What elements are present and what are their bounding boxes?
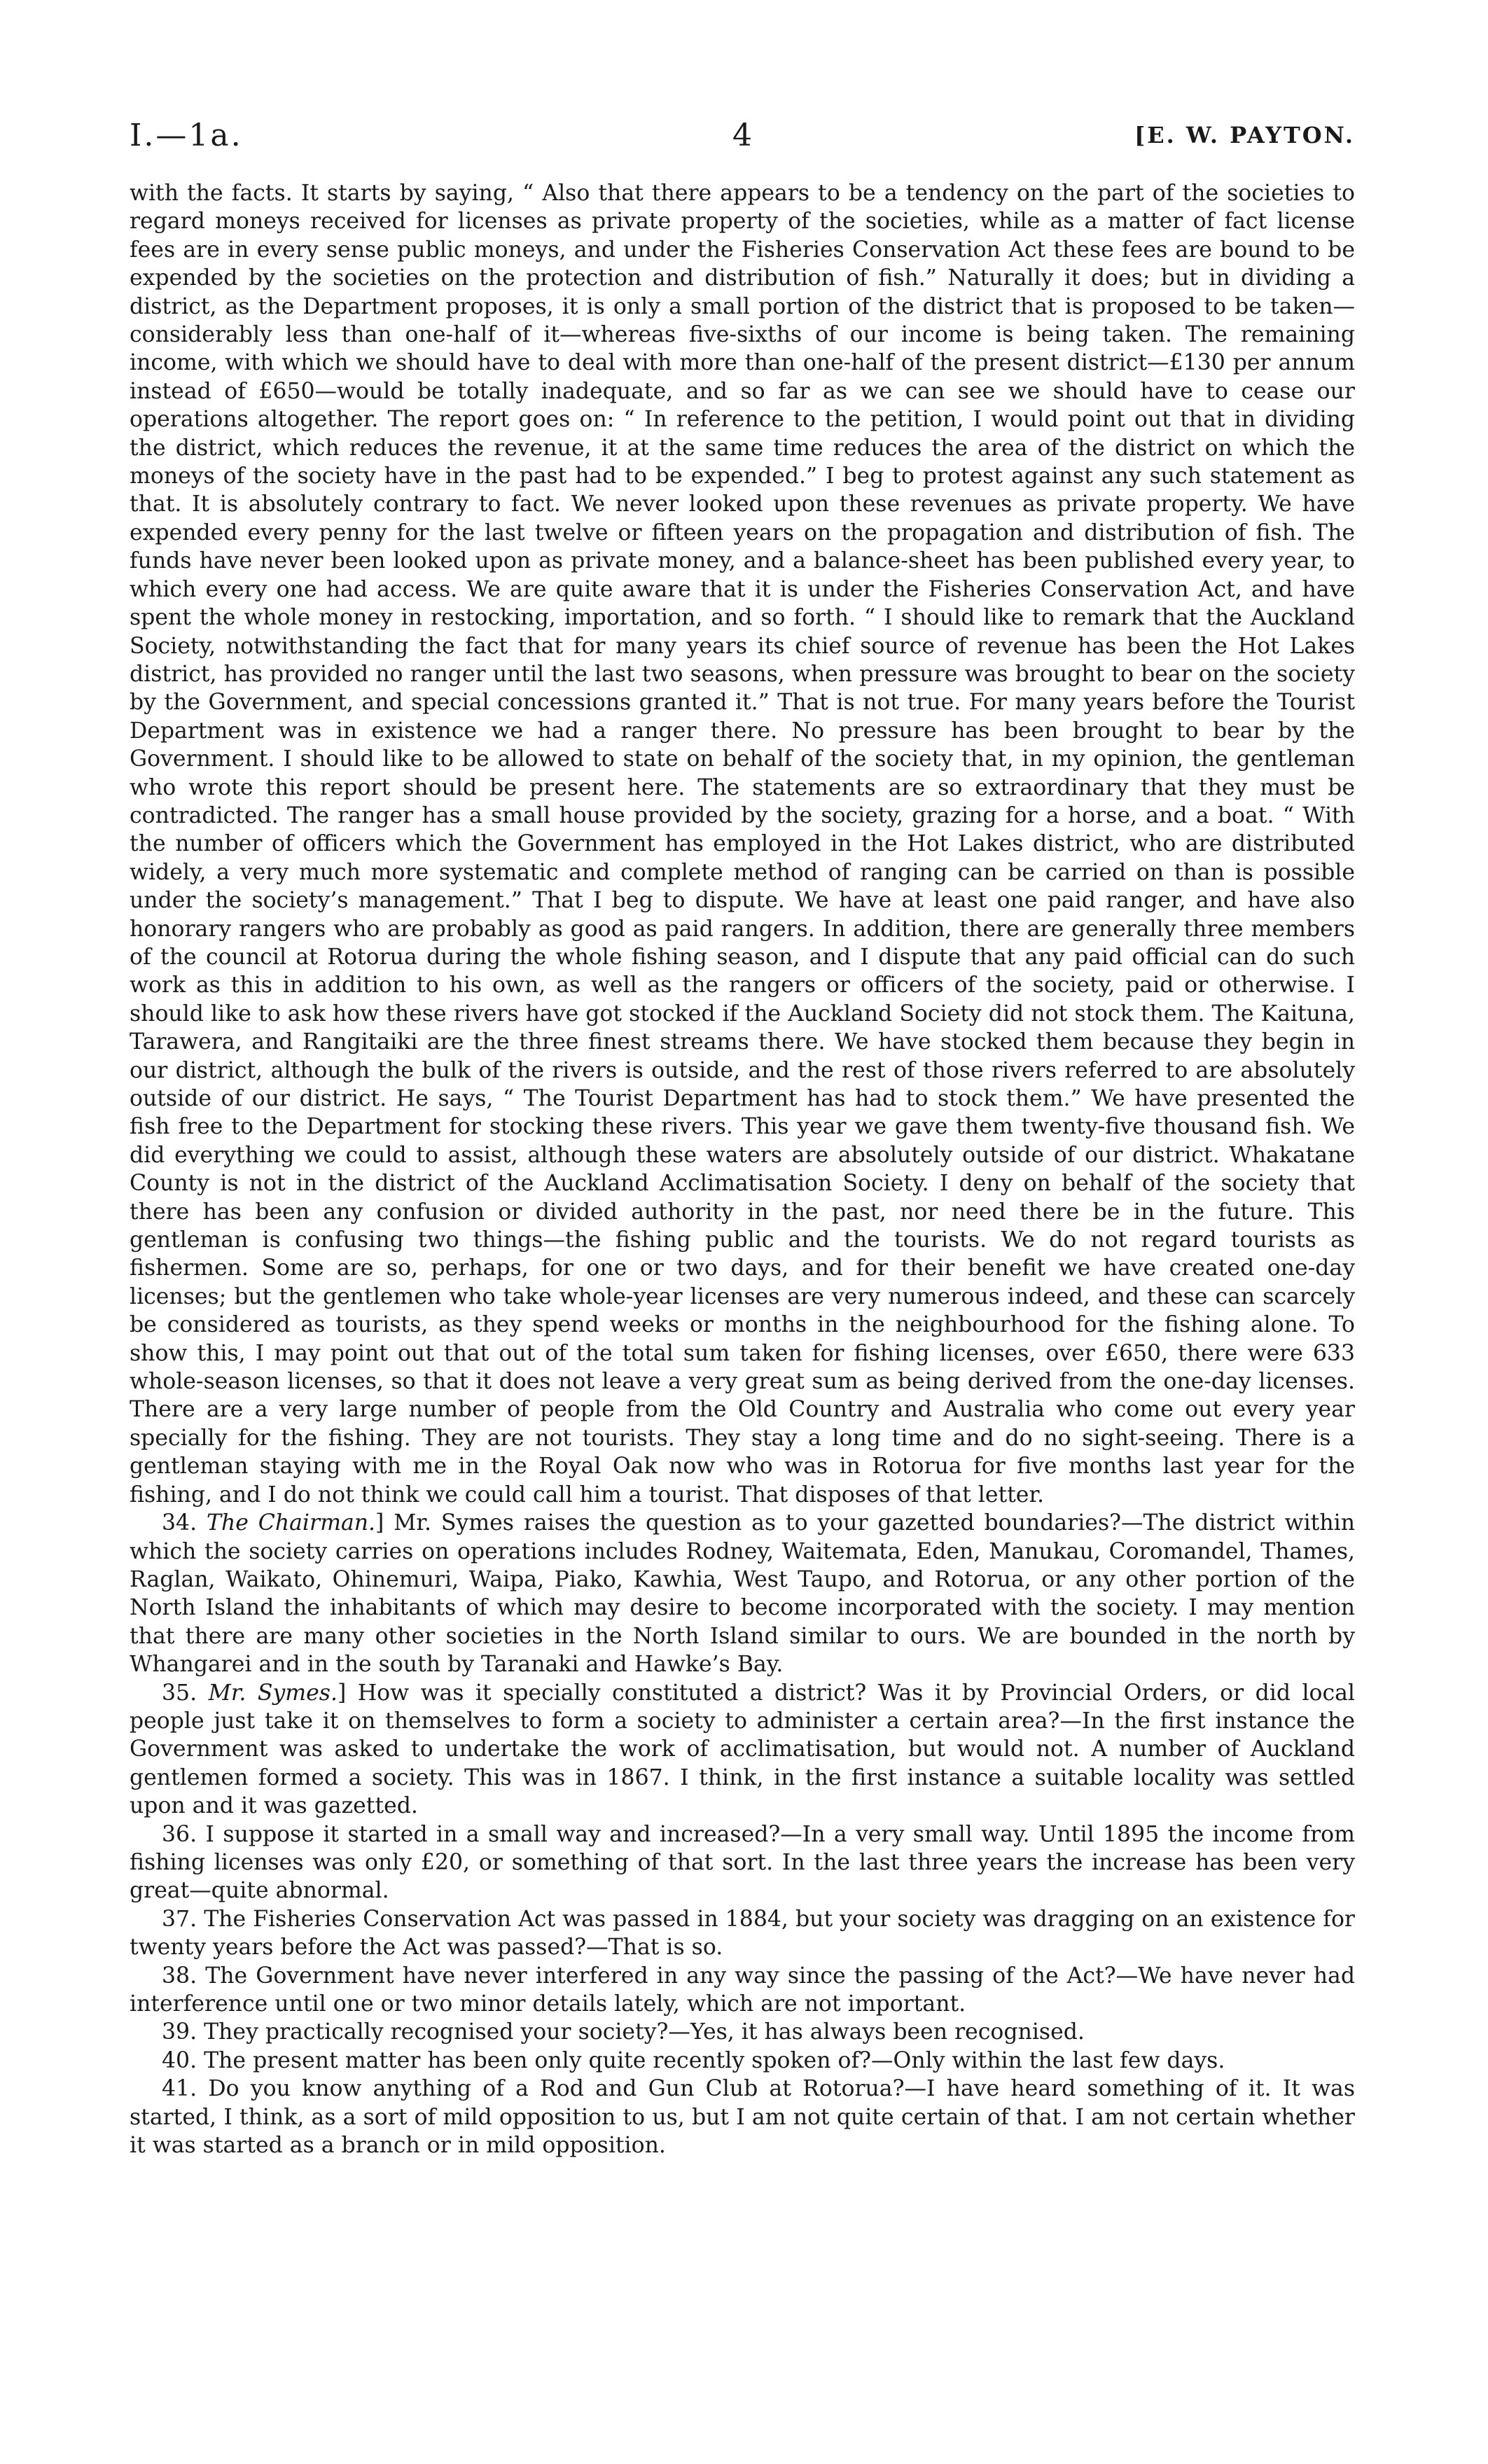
question-text: The Fisheries Conservation Act was passed in 1884, but your society was dragging on an existence for twenty years before the Act was passed?—That is so. xyxy=(130,1906,1355,1961)
question-number: 34. xyxy=(162,1510,197,1536)
question-34 xyxy=(130,1509,1355,1678)
question-text: I suppose it started in a small way and increased?—In a very small way. Until 1895 the income from fishing licenses was only £20, or something of that sort. In the last three years the increase has been very great—quite abnormal. xyxy=(130,1821,1355,1904)
question-number: 37. xyxy=(162,1906,197,1932)
speaker: The Chairman. xyxy=(206,1510,376,1536)
question-38 xyxy=(130,1962,1355,2019)
question-39 xyxy=(130,2018,1355,2046)
question-number: 36. xyxy=(162,1821,197,1847)
question-text: The Government have never interfered in any way since the passing of the Act?—We have never had interference until one or two minor details lately, which are not important. xyxy=(130,1963,1355,2017)
page-header xyxy=(130,118,1355,160)
question-text: They practically recognised your society?—Yes, it has always been recognised. xyxy=(204,2019,1085,2045)
question-text: Do you know anything of a Rod and Gun Club at Rotorua?—I have heard something of it. It was started, I think, as a sort of mild opposition to us, but I am not quite certain of that. I am not certain whether it was started as a branch or in mild opposition. xyxy=(130,2076,1355,2159)
question-35 xyxy=(130,1679,1355,1821)
intro-paragraph: with the facts. It starts by saying, “ Also that there appears to be a tendency on the part of the societies to regard moneys received for licenses as private property of the societies, while as a matter of fact license fees are in every sense public moneys, and under the Fisheries Conservation Act these fees are bound to be expended by the societies on the protection and distribution of fish.” Naturally it does; but in dividing a district, as the Department proposes, it is only a small portion of the district that is proposed to be taken—considerably less than one-half of it—whereas five-sixths of our income is being taken. The remaining income, with which we should have to deal with more than one-half of the present district—£130 per annum instead of £650—would be totally inadequate, and so far as we can see we should have to cease our operations altogether. The report goes on: “ In reference to the petition, I would point out that in dividing the district, which reduces the revenue, it at the same time reduces the area of the district on which the moneys of the society have in the past had to be expended.” I beg to protest against any such statement as that. It is absolutely contrary to fact. We never looked upon these revenues as private property. We have expended every penny for the last twelve or fifteen years on the propagation and distribution of fish. The funds have never been looked upon as private money, and a balance-sheet has been published every year, to which every one had access. We are quite aware that it is under the Fisheries Conservation Act, and have spent the whole money in restocking, importation, and so forth. “ I should like to remark that the Auckland Society, notwithstanding the fact that for many years its chief source of revenue has been the Hot Lakes district, has provided no ranger until the last two seasons, when pressure was brought to bear on the society by the Government, and special concessions granted it.” That is not true. For many years before the Tourist Department was in existence we had a ranger there. No pressure has been brought to bear by the Government. I should like to be allowed to state on behalf of the society that, in my opinion, the gentleman who wrote this report should be present here. The statements are so extraordinary that they must be contradicted. The ranger has a small house provided by the society, grazing for a horse, and a boat. “ With the number of officers which the Government has employed in the Hot Lakes district, who are distributed widely, a very much more systematic and complete method of ranging can be carried on than is possible under the society’s management.” That I beg to dispute. We have at least one paid ranger, and have also honorary rangers who are probably as good as paid rangers. In addition, there are generally three members of the council at Rotorua during the whole fishing season, and I dispute that any paid official can do such work as this in addition to his own, as well as the rangers or officers of the society, paid or otherwise. I should like to ask how these rivers have got stocked if the Auckland Society did not stock them. The Kaituna, Tarawera, and Rangitaiki are the three finest streams there. We have stocked them because they begin in our district, although the bulk of the rivers is outside, and the rest of those rivers referred to are absolutely outside of our district. He says, “ The Tourist Department has had to stock them.” We have presented the fish free to the Department for stocking these rivers. This year we gave them twenty-five thousand fish. We did everything we could to assist, although these waters are absolutely outside of our district. Whakatane County is not in the district of the Auckland Acclimatisation Society. I deny on behalf of the society that there has been any confusion or divided authority in the past, nor need there be in the future. This gentleman is confusing two things—the fishing public and the tourists. We do not regard tourists as fishermen. Some are so, perhaps, for one or two days, and for their benefit we have created one-day licenses; but the gentlemen who take whole-year licenses are very numerous indeed, and these can scarcely be considered as tourists, as they spend weeks or months in the neighbourhood for the fishing alone. To show this, I may point out that out of the total sum taken for fishing licenses, over £650, there were 633 whole-season licenses, so that it does not leave a very great sum as being derived from the one-day licenses. There are a very large number of people from the Old Country and Australia who come out every year specially for the fishing. They are not tourists. They stay a long time and do no sight-seeing. There is a gentleman staying with me in the Royal Oak now who was in Rotorua for five months last year for the fishing, and I do not think we could call him a tourist. That disposes of that letter. xyxy=(130,181,1355,1508)
speaker: Mr. Symes. xyxy=(208,1680,338,1706)
question-36 xyxy=(130,1821,1355,1905)
question-41 xyxy=(130,2075,1355,2159)
question-text: ] How was it specially constituted a district? Was it by Provincial Orders, or did local people just take it on themselves to form a society to administer a certain area?—In the first instance the Government was asked to undertake the work of acclimatisation, but would not. A number of Auckland gentlemen formed a society. This was in 1867. I think, in the first instance a suitable locality was settled upon and it was gazetted. xyxy=(130,1680,1355,1819)
header-witness-name: [E. W. PAYTON. xyxy=(1134,122,1355,148)
question-text: The present matter has been only quite recently spoken of?—Only within the last few days. xyxy=(204,2047,1225,2073)
question-number: 40. xyxy=(162,2047,197,2073)
page-number: 4 xyxy=(732,118,752,153)
question-text: ] Mr. Symes raises the question as to your gazetted boundaries?—The district within which the society carries on operations includes Rodney, Waitemata, Eden, Manukau, Coromandel, Thames, Raglan, Waikato, Ohinemuri, Waipa, Piako, Kawhia, West Taupo, and Rotorua, or any other portion of the North Island the inhabitants of which may desire to become incorporated with the society. I may mention that there are many other societies in the North Island similar to ours. We are bounded in the north by Whangarei and in the south by Taranaki and Hawke’s Bay. xyxy=(130,1510,1355,1678)
question-number: 38. xyxy=(162,1963,197,1989)
question-number: 41. xyxy=(162,2076,197,2102)
question-37 xyxy=(130,1905,1355,1962)
question-number: 39. xyxy=(162,2019,197,2045)
header-document-code: I.—1a. xyxy=(130,118,243,153)
question-40 xyxy=(130,2047,1355,2075)
body-text xyxy=(130,179,1355,2159)
question-number: 35. xyxy=(162,1680,197,1706)
